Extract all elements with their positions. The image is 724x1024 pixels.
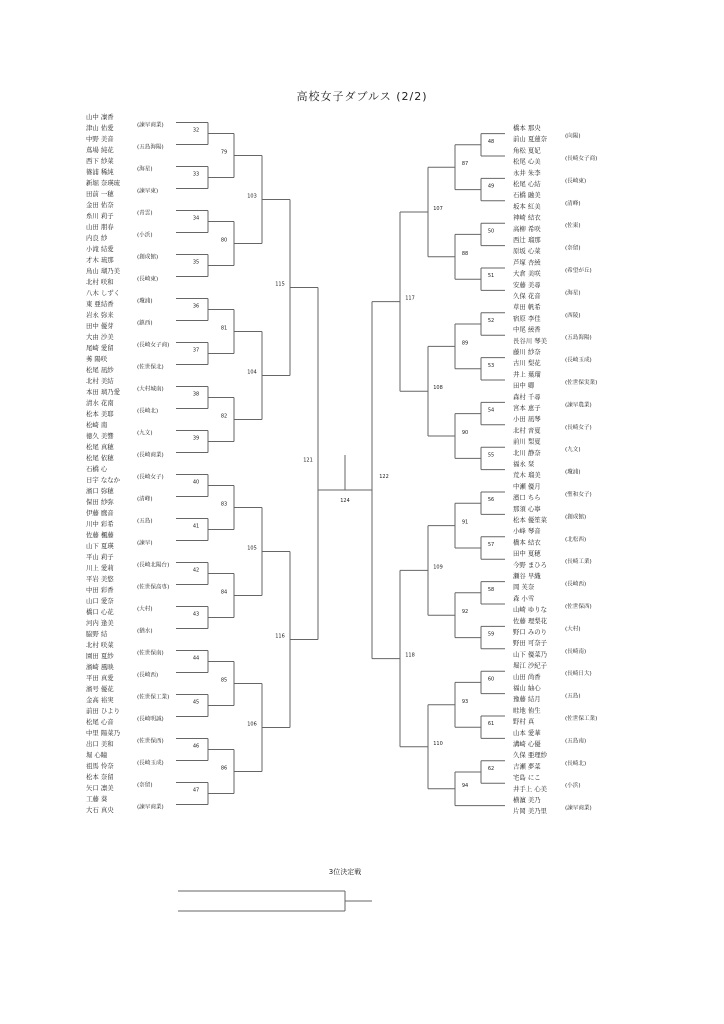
player-name: 濱口 ちら [513, 493, 541, 502]
player-name: 松尾 凪紗 [86, 366, 114, 374]
player-name: 橋本 那央 [513, 124, 541, 132]
player-name: 荒木 瑠美 [513, 471, 541, 480]
school-name: (小浜) [137, 232, 153, 239]
player-name: 永井 朱李 [513, 168, 541, 177]
match-number: 82 [220, 413, 228, 420]
school-name: (五島海陽) [137, 144, 164, 151]
match-number: 59 [487, 631, 495, 638]
player-name: 石橋 心 [86, 465, 108, 473]
match-number: 43 [192, 611, 200, 618]
player-name: 坂本 紅美 [513, 202, 541, 211]
school-name: (長崎北) [565, 760, 587, 767]
match-number: 50 [487, 228, 495, 235]
player-name: 松崎 南 [86, 421, 108, 429]
school-name: (佐世保南) [137, 650, 164, 657]
player-name: 東 亜結香 [86, 300, 114, 308]
player-name: 松尾 心結 [513, 180, 541, 188]
player-name: 北村 咲菜 [86, 641, 114, 649]
match-number: 91 [461, 519, 469, 526]
school-name: (長崎女子商) [137, 342, 170, 349]
player-name: 出口 美和 [86, 740, 114, 748]
match-number: 110 [433, 740, 443, 747]
school-name: (諫早) [137, 540, 153, 547]
player-name: 鳥山 瑚乃美 [86, 267, 120, 275]
player-name: 濱号 優花 [86, 685, 114, 693]
school-name: (創成館) [137, 254, 159, 261]
school-name: (向陽) [565, 133, 581, 140]
player-name: 山田 尚香 [513, 672, 541, 681]
match-number: 34 [192, 215, 200, 222]
player-name: 藤川 紗奈 [513, 348, 541, 356]
player-name: 濱崎 風映 [86, 663, 114, 671]
school-name: (北松西) [565, 536, 587, 543]
player-name: 岩永 弥来 [86, 311, 114, 319]
player-name: 脇野 結 [86, 630, 108, 638]
player-name: 高柳 希咲 [513, 224, 541, 233]
school-name: (小浜) [565, 783, 581, 790]
page-title: 高校女子ダブルス (2/2) [296, 90, 428, 103]
match-number: 45 [192, 699, 200, 706]
player-name: 北村 咲和 [86, 278, 114, 286]
player-name: 田中 優芽 [86, 322, 114, 330]
match-number: 94 [461, 782, 469, 789]
school-name: (長崎南) [565, 648, 587, 655]
school-name: (佐世保実業) [565, 380, 598, 386]
player-name: 金田 佑奈 [86, 201, 114, 209]
school-name: (奈留) [565, 245, 581, 252]
school-name: (海星) [565, 290, 581, 297]
player-name: 松尾 心音 [86, 718, 114, 726]
player-name: 草田 帆希 [513, 303, 541, 312]
school-name: (長崎工業) [565, 559, 592, 566]
match-number: 83 [220, 501, 228, 508]
school-name: (五島) [565, 693, 581, 700]
player-name: 宿原 李佳 [513, 314, 541, 323]
player-name: 大倉 美咲 [513, 269, 541, 278]
player-name: 山崎 ゆりな [513, 605, 547, 614]
school-name: (長崎女子) [137, 474, 164, 481]
player-name: 角松 夏妃 [513, 146, 541, 155]
player-name: 中野 美音 [86, 135, 114, 143]
match-number: 37 [192, 347, 200, 354]
school-name: (創成館) [565, 514, 587, 521]
match-number: 122 [379, 474, 389, 481]
school-name: (奈留) [137, 782, 153, 789]
player-name: 濱口 弥穂 [86, 487, 114, 495]
player-name: 小峰 琴音 [513, 527, 541, 536]
player-name: 大石 真央 [86, 806, 114, 814]
match-number: 47 [192, 787, 200, 794]
player-name: 田中 夏穂 [513, 549, 541, 558]
player-name: 松尾 真穂 [86, 443, 114, 451]
player-name: 原坂 心菜 [513, 247, 541, 256]
school-name: (佐世保工業) [565, 716, 598, 722]
match-number: 116 [275, 633, 285, 640]
school-name: (大村) [565, 626, 581, 633]
school-name: (青雲) [137, 210, 153, 217]
match-number: 60 [487, 676, 495, 683]
school-name: (長崎女子商) [565, 156, 598, 162]
match-number: 87 [461, 161, 469, 168]
match-number: 58 [487, 586, 495, 593]
player-name: 森 小雪 [513, 594, 535, 603]
player-name: 野口 みのり [513, 628, 547, 636]
player-name: 西辻 瑠那 [513, 236, 541, 244]
school-name: (九文) [137, 430, 153, 437]
player-name: 篠浦 稀純 [86, 168, 114, 176]
match-number: 36 [192, 303, 200, 310]
school-name: (諫早商業) [137, 804, 164, 811]
match-number: 103 [247, 193, 257, 200]
match-number: 92 [461, 609, 469, 616]
match-number: 104 [247, 369, 257, 376]
player-name: 前田 ひより [86, 707, 120, 715]
match-number: 88 [461, 250, 469, 257]
player-name: 蔦場 純花 [86, 146, 114, 154]
player-name: 平岩 美悠 [86, 575, 114, 583]
player-name: 宮本 恵子 [513, 404, 541, 412]
match-number: 49 [487, 183, 495, 190]
match-number: 81 [220, 325, 228, 332]
player-name: 清水 花南 [86, 399, 114, 407]
player-name: 内良 紗 [86, 234, 108, 242]
match-number: 108 [433, 385, 443, 392]
player-name: 工藤 葵 [86, 795, 108, 803]
player-name: 今野 まひろ [513, 560, 547, 569]
match-number: 107 [433, 206, 443, 212]
player-name: 平山 莉子 [86, 553, 114, 561]
player-name: 松尾 心美 [513, 157, 541, 166]
player-name: 田前 一穂 [86, 190, 114, 198]
school-name: (長崎西) [137, 672, 159, 679]
player-name: 小田 凪琴 [513, 415, 541, 424]
match-number: 48 [487, 138, 495, 145]
match-number: 89 [461, 340, 469, 347]
player-name: 川中 彩希 [86, 520, 114, 528]
school-name: (佐世保北) [137, 364, 164, 371]
school-name: (五島南) [565, 738, 587, 745]
player-name: 園田 夏紗 [86, 652, 114, 660]
match-number: 55 [487, 452, 495, 459]
player-name: 本田 璃乃愛 [86, 388, 120, 396]
player-name: 山田 朋春 [86, 223, 114, 231]
match-number: 109 [433, 564, 443, 571]
school-name: (長崎商業) [137, 452, 164, 459]
player-name: 津山 佑愛 [86, 124, 114, 132]
match-number: 56 [487, 497, 495, 504]
player-name: 山本 愛華 [513, 728, 541, 737]
match-number: 57 [487, 542, 495, 548]
school-name: (長崎北) [137, 408, 159, 415]
player-name: 瀬谷 早織 [513, 572, 541, 580]
school-name: (西陵) [565, 312, 581, 319]
match-number: 52 [487, 318, 495, 324]
player-name: 石橋 融美 [513, 191, 541, 200]
player-name: 片岡 美乃里 [513, 807, 547, 816]
player-name: 那須 心寧 [513, 504, 541, 513]
school-name: (鎮西) [137, 320, 153, 327]
player-name: 西下 紗菜 [86, 157, 114, 165]
player-name: 八木 しずく [86, 289, 120, 297]
school-name: (希望が丘) [565, 268, 592, 274]
school-name: (長崎西) [565, 581, 587, 588]
player-name: 松本 優笙菜 [513, 516, 547, 524]
player-name: 大由 沙美 [86, 333, 114, 341]
school-name: (海星) [137, 166, 153, 173]
match-number: 86 [220, 765, 228, 772]
school-name: (五島海陽) [565, 335, 592, 342]
school-name: (瓊浦) [137, 298, 153, 305]
player-name: 中尾 綾香 [513, 325, 541, 334]
school-name: (清峰) [137, 496, 153, 503]
player-name: 前山 夏蓮奈 [513, 135, 547, 144]
match-number: 106 [247, 721, 257, 728]
match-number: 39 [192, 435, 200, 442]
school-name: (長崎北陽台) [137, 562, 170, 569]
player-name: 田中 卿 [513, 381, 535, 390]
match-number: 51 [487, 273, 495, 280]
school-name: (聖和女子) [565, 492, 592, 498]
player-name: 尾崎 愛留 [86, 344, 114, 352]
player-name: 神崎 結衣 [513, 213, 541, 222]
player-name: 福山 紬心 [513, 684, 541, 692]
school-name: (長崎玉成) [565, 357, 592, 364]
match-number: 53 [487, 362, 495, 369]
school-name: (九文) [565, 447, 581, 454]
school-name: (五島) [137, 518, 153, 525]
player-name: 畦地 侑生 [513, 706, 541, 715]
player-name: 佐藤 楓藤 [86, 531, 114, 539]
player-name: 北村 音夏 [513, 426, 541, 435]
player-name: 堀 心瞳 [86, 751, 108, 759]
player-name: 野村 真 [513, 717, 535, 726]
player-name: 吉瀬 夢菜 [513, 762, 541, 771]
school-name: (佐世保西) [565, 604, 592, 610]
player-name: 橋口 心花 [86, 608, 114, 616]
player-name: 新堀 奈瑛琉 [86, 179, 120, 187]
school-name: (佐世保高専) [137, 584, 170, 591]
player-name: 山口 愛奈 [86, 597, 114, 605]
player-name: 金高 裕実 [86, 696, 114, 704]
player-name: 前川 梨夏 [513, 437, 541, 446]
match-number: 33 [192, 171, 200, 178]
player-name: 才木 琉那 [86, 256, 114, 264]
match-number: 41 [192, 523, 200, 530]
player-name: 山下 夏瑛 [86, 542, 114, 550]
school-name: (長崎東) [565, 178, 587, 185]
match-number: 61 [487, 721, 495, 728]
player-name: 井上 葉瑠 [513, 370, 541, 379]
player-name: 伊藤 鷹音 [86, 509, 114, 517]
school-name: (大村城南) [137, 386, 164, 393]
match-number: 124 [340, 498, 350, 504]
player-name: 堀江 沙紀子 [513, 661, 547, 670]
player-name: 北村 美結 [86, 377, 114, 385]
match-number: 84 [220, 589, 228, 596]
player-name: 溝崎 心優 [513, 740, 541, 748]
player-name: 中瀬 優月 [513, 482, 541, 491]
player-name: 矢口 凛美 [86, 784, 114, 792]
match-number: 90 [461, 430, 469, 436]
player-name: 森村 千尋 [513, 392, 541, 401]
school-name: (佐世保西) [137, 738, 164, 745]
match-number: 79 [220, 149, 228, 156]
player-name: 佐藤 理梨花 [513, 616, 547, 625]
match-number: 105 [247, 545, 257, 552]
match-number: 42 [192, 567, 200, 574]
player-name: 豫藤 結月 [513, 695, 541, 704]
player-name: 莠 陽咲 [86, 355, 108, 363]
school-name: (大村) [137, 606, 153, 613]
player-name: 川上 愛莉 [86, 564, 114, 572]
school-name: (長崎日大) [565, 671, 592, 678]
match-number: 117 [405, 295, 415, 302]
player-name: 保田 紗弥 [86, 498, 114, 506]
school-name: (諫早農業) [565, 402, 592, 409]
player-name: 松尾 依穂 [86, 454, 114, 462]
match-number: 46 [192, 743, 200, 750]
player-name: 北川 静奈 [513, 448, 541, 457]
third-place-label: 3位決定戦 [328, 868, 362, 876]
player-name: 徳久 美響 [86, 432, 114, 440]
school-name: (佐東) [565, 223, 581, 230]
player-name: 久保 亜理紗 [513, 751, 547, 760]
school-name: (長崎明誠) [137, 716, 164, 723]
player-name: 福永 栞 [513, 460, 535, 468]
match-number: 80 [220, 237, 228, 244]
school-name: (長崎玉成) [137, 760, 164, 767]
player-name: 中里 陽菜乃 [86, 729, 120, 737]
player-name: 久保 花音 [513, 292, 541, 300]
match-number: 40 [192, 479, 200, 486]
player-name: 小滝 結愛 [86, 245, 114, 253]
match-number: 93 [461, 698, 469, 705]
player-name: 岡 芙奈 [513, 583, 535, 592]
player-name: 横濵 美乃 [513, 796, 541, 804]
player-name: 松本 美耶 [86, 410, 114, 418]
player-name: 日宇 ななか [86, 476, 120, 484]
school-name: (清峰) [565, 200, 581, 207]
match-number: 32 [192, 127, 200, 134]
school-name: (長崎東) [137, 276, 159, 283]
school-name: (諫早商業) [137, 122, 164, 129]
player-name: 芦塚 杏綾 [513, 258, 541, 267]
match-number: 118 [405, 652, 415, 659]
player-name: 山下 優菜乃 [513, 650, 547, 659]
player-name: 井手上 心美 [513, 784, 547, 793]
match-number: 85 [220, 677, 228, 684]
player-name: 祖馬 怜奈 [86, 762, 114, 770]
player-name: 河内 逢美 [86, 619, 114, 627]
player-name: 橋本 結衣 [513, 538, 541, 547]
school-name: (諫早東) [137, 188, 159, 195]
player-name: 山中 凜香 [86, 113, 114, 121]
school-name: (瓊浦) [565, 469, 581, 476]
match-number: 38 [192, 391, 200, 398]
player-name: 安藤 美尋 [513, 280, 541, 289]
player-name: 宅島 にこ [513, 773, 541, 782]
player-name: 平田 真愛 [86, 674, 114, 682]
school-name: (諫早商業) [565, 805, 592, 812]
player-name: 中田 彩香 [86, 586, 114, 594]
match-number: 62 [487, 766, 495, 772]
player-name: 野田 可奈子 [513, 639, 547, 648]
school-name: (猶水) [137, 628, 153, 635]
match-number: 115 [275, 281, 285, 288]
school-name: (長崎女子) [565, 424, 592, 431]
school-name: (佐世保工業) [137, 694, 170, 701]
player-name: 長谷川 琴美 [513, 336, 547, 345]
match-number: 35 [192, 259, 200, 266]
match-number: 121 [303, 457, 313, 464]
match-number: 54 [487, 407, 495, 414]
player-name: 古川 梨花 [513, 359, 541, 368]
player-name: 松本 奈留 [86, 773, 114, 781]
match-number: 44 [192, 655, 200, 662]
player-name: 糸川 莉子 [86, 212, 114, 220]
